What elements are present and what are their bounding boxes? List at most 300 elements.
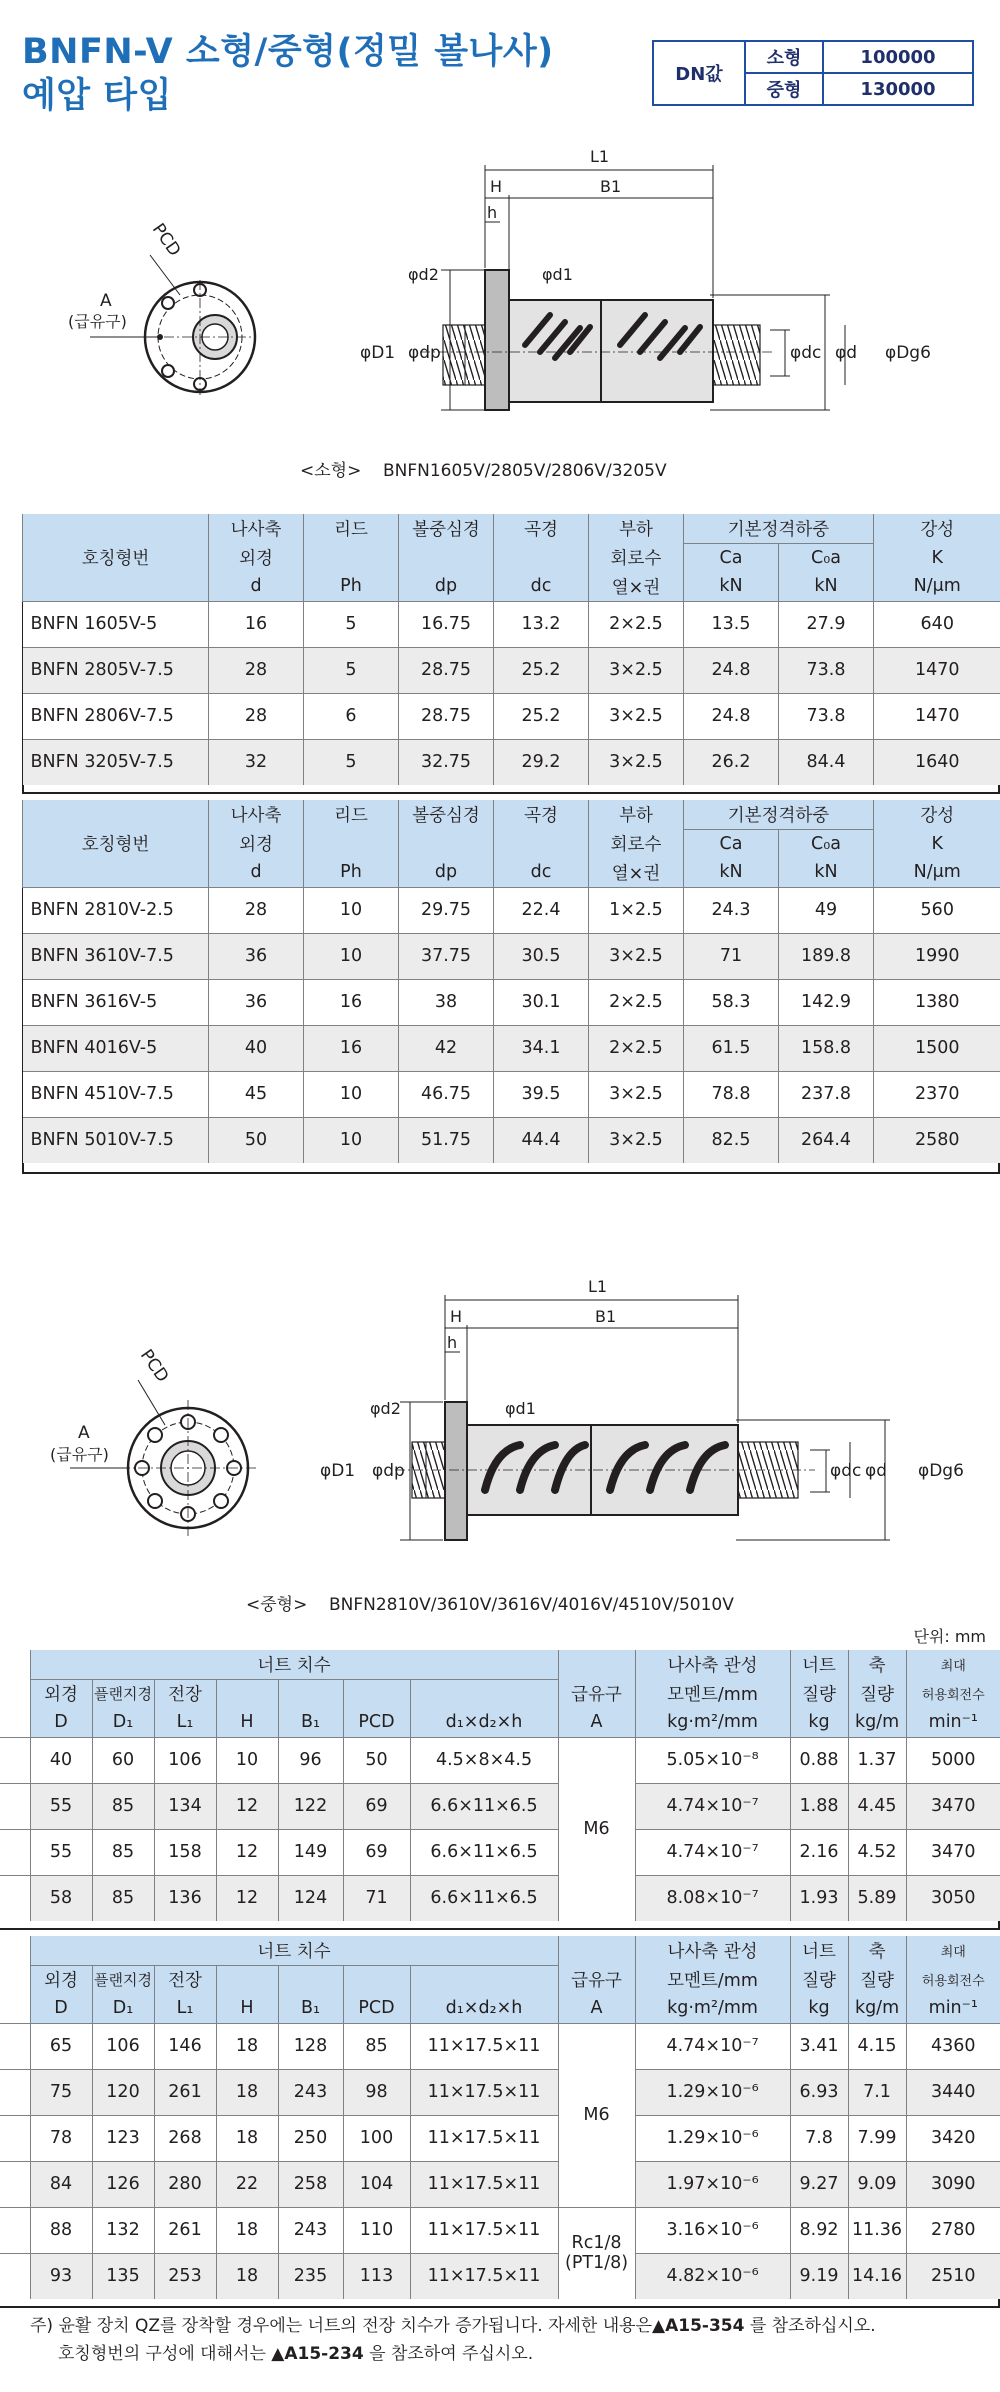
cell-dp: 42	[399, 1025, 494, 1071]
cell-h: 18	[216, 2253, 278, 2299]
cell-ph: 10	[304, 887, 399, 933]
cell-nut: 0.88	[790, 1737, 848, 1783]
col-rigidity-2: K	[874, 543, 1000, 572]
small-caption-prefix: <소형>	[300, 461, 362, 481]
a-label: A	[100, 291, 112, 311]
cell-d1: 85	[92, 1829, 154, 1875]
table-row	[23, 887, 1000, 933]
row-gutter	[0, 1783, 30, 1829]
cell-speed: 2510	[906, 2253, 1000, 2299]
cell-nut: 6.93	[790, 2069, 848, 2115]
row-gutter	[0, 2161, 30, 2207]
cell-holes: 4.5×8×4.5	[410, 1737, 558, 1783]
cell-inertia: 1.29×10⁻⁶	[635, 2115, 790, 2161]
cell-model: BNFN 2810V-2.5	[23, 887, 209, 933]
cell-circ: 3×2.5	[589, 933, 684, 979]
col-nut-mass-2: 질량	[790, 1679, 848, 1708]
cell-l1: 253	[154, 2253, 216, 2299]
col-nut-dims: 너트 치수	[30, 1650, 558, 1679]
cell-d: 88	[30, 2207, 92, 2253]
cell-ph: 5	[304, 739, 399, 785]
cell-speed: 3050	[906, 1875, 1000, 1921]
col-b1: B₁	[278, 1994, 343, 2023]
cell-k: 1640	[874, 739, 1000, 785]
dim-table-1	[0, 1650, 1000, 1921]
cell-b1: 250	[278, 2115, 343, 2161]
cell-h: 12	[216, 1829, 278, 1875]
cell-dp: 28.75	[399, 693, 494, 739]
cell-inertia: 4.74×10⁻⁷	[635, 1829, 790, 1875]
col-inertia-1: 나사축 관성	[635, 1650, 790, 1679]
col-flange-sym: D₁	[92, 1708, 154, 1737]
cell-l1: 134	[154, 1783, 216, 1829]
col-rigidity-3: N/μm	[874, 858, 1000, 887]
side-view	[420, 270, 775, 410]
cell-d1: 135	[92, 2253, 154, 2299]
col-od: 외경	[30, 1965, 92, 1994]
cell-d: 28	[209, 887, 304, 933]
cell-nut: 9.19	[790, 2253, 848, 2299]
cell-dc: 29.2	[494, 739, 589, 785]
cell-shaft: 1.37	[848, 1737, 906, 1783]
cell-ca: 61.5	[684, 1025, 779, 1071]
col-ca-2: kN	[684, 572, 779, 601]
col-circ-3: 열×권	[589, 572, 684, 601]
col-shaft-mass-3: kg/m	[848, 1708, 906, 1737]
col-holes: d₁×d₂×h	[410, 1994, 558, 2023]
cell-b1: 235	[278, 2253, 343, 2299]
cell-dp: 38	[399, 979, 494, 1025]
col-shaft-mass-2: 질량	[848, 1965, 906, 1994]
cell-pcd: 98	[343, 2069, 410, 2115]
col-od-sym: D	[30, 1708, 92, 1737]
cell-d1: 123	[92, 2115, 154, 2161]
cell-d: 45	[209, 1071, 304, 1117]
cell-dc: 22.4	[494, 887, 589, 933]
cell-coa: 49	[779, 887, 874, 933]
cell-holes: 11×17.5×11	[410, 2161, 558, 2207]
col-speed-2: 허용회전수	[906, 1679, 1000, 1708]
cell-model: BNFN 3610V-7.5	[23, 933, 209, 979]
col-length-sym: L₁	[154, 1994, 216, 2023]
cell-coa: 237.8	[779, 1071, 874, 1117]
dp-label: φdp	[408, 343, 441, 363]
cell-model: BNFN 3205V-7.5	[23, 739, 209, 785]
cell-ph: 16	[304, 1025, 399, 1071]
cell-shaft: 7.99	[848, 2115, 906, 2161]
h-label: H	[490, 177, 503, 196]
medium-type-drawing	[0, 1270, 1000, 1590]
cell-pcd: 104	[343, 2161, 410, 2207]
d1-label: φd1	[542, 265, 573, 284]
col-od-sym: D	[30, 1994, 92, 2023]
cell-shaft: 5.89	[848, 1875, 906, 1921]
cell-shaft: 4.45	[848, 1783, 906, 1829]
cell-k: 2580	[874, 1117, 1000, 1163]
cell-b1: 149	[278, 1829, 343, 1875]
cell-b1: 258	[278, 2161, 343, 2207]
cell-holes: 11×17.5×11	[410, 2069, 558, 2115]
cell-ca: 58.3	[684, 979, 779, 1025]
cell-d: 93	[30, 2253, 92, 2299]
table-row	[23, 1071, 1000, 1117]
footnote-ref-2[interactable]: ▲A15-234	[271, 2344, 364, 2364]
cell-d: 75	[30, 2069, 92, 2115]
cell-circ: 3×2.5	[589, 647, 684, 693]
dim-table-2	[0, 1936, 1000, 2299]
col-od-3: d	[209, 572, 304, 601]
row-gutter	[0, 1875, 30, 1921]
cell-speed: 5000	[906, 1737, 1000, 1783]
table-row	[0, 2069, 1000, 2115]
title-line-2: 예압 타입	[22, 76, 172, 116]
dg6-label: φDg6	[885, 343, 931, 363]
cell-oil-port	[558, 2023, 635, 2207]
cell-ca: 82.5	[684, 1117, 779, 1163]
col-circ-3: 열×권	[589, 858, 684, 887]
cell-dc: 30.1	[494, 979, 589, 1025]
col-shaft-mass-1: 축	[848, 1650, 906, 1679]
col-pcd: PCD	[343, 1708, 410, 1737]
cell-h: 12	[216, 1875, 278, 1921]
col-h: H	[216, 1994, 278, 2023]
table-row	[23, 601, 1000, 647]
cell-shaft: 14.16	[848, 2253, 906, 2299]
cell-k: 1990	[874, 933, 1000, 979]
cell-pcd: 71	[343, 1875, 410, 1921]
cell-k: 560	[874, 887, 1000, 933]
table-row	[0, 2115, 1000, 2161]
cell-d: 16	[209, 601, 304, 647]
cell-pcd: 69	[343, 1829, 410, 1875]
cell-d: 40	[209, 1025, 304, 1071]
col-rigidity-1: 강성	[874, 800, 1000, 829]
cell-nut: 3.41	[790, 2023, 848, 2069]
col-coa-1: C₀a	[779, 543, 874, 572]
cell-inertia: 4.74×10⁻⁷	[635, 1783, 790, 1829]
cell-d: 65	[30, 2023, 92, 2069]
dn-value-table	[652, 40, 974, 106]
D1-label: φD1	[360, 343, 396, 363]
col-nut-dims: 너트 치수	[30, 1936, 558, 1965]
cell-coa: 84.4	[779, 739, 874, 785]
col-coa-2: kN	[779, 858, 874, 887]
cell-d1: 132	[92, 2207, 154, 2253]
table-row	[0, 2207, 1000, 2253]
col-od-2: 외경	[209, 543, 304, 572]
cell-ph: 5	[304, 601, 399, 647]
cell-k: 640	[874, 601, 1000, 647]
cell-d1: 120	[92, 2069, 154, 2115]
cell-d: 84	[30, 2161, 92, 2207]
col-model: 호칭형번	[23, 514, 209, 601]
medium-caption-prefix: <중형>	[246, 1595, 308, 1615]
cell-h: 18	[216, 2115, 278, 2161]
col-pcd: PCD	[343, 1994, 410, 2023]
side-view-medium	[395, 1402, 815, 1540]
h-small-label-medium: h	[447, 1333, 458, 1352]
cell-ca: 78.8	[684, 1071, 779, 1117]
cell-speed: 4360	[906, 2023, 1000, 2069]
cell-dp: 29.75	[399, 887, 494, 933]
cell-circ: 3×2.5	[589, 693, 684, 739]
col-od-3: d	[209, 858, 304, 887]
col-od-1: 나사축	[209, 514, 304, 543]
col-dc-1: 곡경	[494, 800, 589, 829]
cell-b1: 122	[278, 1783, 343, 1829]
cell-d: 55	[30, 1829, 92, 1875]
cell-dp: 28.75	[399, 647, 494, 693]
unit-label: 단위: mm	[913, 1627, 986, 1646]
h-small-label: h	[487, 203, 498, 222]
col-shaft-mass-2: 질량	[848, 1679, 906, 1708]
col-inertia-3: kg·m²/mm	[635, 1994, 790, 2023]
cell-d1: 60	[92, 1737, 154, 1783]
cell-nut: 1.88	[790, 1783, 848, 1829]
cell-h: 22	[216, 2161, 278, 2207]
medium-caption-models: BNFN2810V/3610V/3616V/4016V/4510V/5010V	[328, 1595, 734, 1615]
cell-dc: 30.5	[494, 933, 589, 979]
col-speed-3: min⁻¹	[906, 1994, 1000, 2023]
dn-label: DN값	[653, 41, 745, 105]
table-row	[0, 1783, 1000, 1829]
footnote-text-2b: 을 참조하여 주십시오.	[369, 2344, 534, 2364]
small-caption-models: BNFN1605V/2805V/2806V/3205V	[382, 461, 667, 481]
cell-ph: 16	[304, 979, 399, 1025]
d1-label-medium: φd1	[505, 1399, 536, 1418]
cell-ca: 26.2	[684, 739, 779, 785]
table-row	[0, 2023, 1000, 2069]
cell-ph: 10	[304, 1071, 399, 1117]
col-oil: 급유구	[558, 1679, 635, 1708]
cell-l1: 280	[154, 2161, 216, 2207]
table-row	[0, 1829, 1000, 1875]
cell-k: 1470	[874, 693, 1000, 739]
col-shaft-mass-1: 축	[848, 1936, 906, 1965]
cell-ph: 6	[304, 693, 399, 739]
col-shaft-mass-3: kg/m	[848, 1994, 906, 2023]
col-lead-1: 리드	[304, 514, 399, 543]
small-type-drawing	[0, 140, 1000, 460]
cell-holes: 11×17.5×11	[410, 2115, 558, 2161]
cell-l1: 261	[154, 2069, 216, 2115]
pcd-label-medium: PCD	[135, 1345, 173, 1387]
col-dc-3: dc	[494, 572, 589, 601]
cell-circ: 1×2.5	[589, 887, 684, 933]
col-oil: 급유구	[558, 1965, 635, 1994]
col-circ-1: 부하	[589, 514, 684, 543]
cell-d: 36	[209, 933, 304, 979]
cell-circ: 3×2.5	[589, 1071, 684, 1117]
cell-oil-port	[558, 1737, 635, 1921]
col-rigidity-1: 강성	[874, 514, 1000, 543]
col-dp-3: dp	[399, 858, 494, 887]
D1-label-medium: φD1	[320, 1461, 356, 1481]
cell-d: 36	[209, 979, 304, 1025]
oil-port-text: (PT1/8)	[565, 2253, 629, 2274]
col-length: 전장	[154, 1679, 216, 1708]
cell-holes: 11×17.5×11	[410, 2207, 558, 2253]
cell-coa: 189.8	[779, 933, 874, 979]
table-row	[0, 2253, 1000, 2299]
cell-speed: 3090	[906, 2161, 1000, 2207]
cell-h: 18	[216, 2023, 278, 2069]
cell-shaft: 9.09	[848, 2161, 906, 2207]
cell-d1: 106	[92, 2023, 154, 2069]
cell-dp: 32.75	[399, 739, 494, 785]
cell-pcd: 110	[343, 2207, 410, 2253]
cell-h: 18	[216, 2069, 278, 2115]
col-length-sym: L₁	[154, 1708, 216, 1737]
d-label: φd	[835, 343, 858, 363]
col-flange-sym: D₁	[92, 1994, 154, 2023]
row-gutter	[0, 2115, 30, 2161]
cell-pcd: 85	[343, 2023, 410, 2069]
medium-caption	[246, 1590, 734, 1615]
cell-circ: 2×2.5	[589, 601, 684, 647]
cell-pcd: 50	[343, 1737, 410, 1783]
cell-shaft: 4.52	[848, 1829, 906, 1875]
cell-d: 58	[30, 1875, 92, 1921]
cell-model: BNFN 1605V-5	[23, 601, 209, 647]
cell-k: 1380	[874, 979, 1000, 1025]
cell-model: BNFN 5010V-7.5	[23, 1117, 209, 1163]
col-length: 전장	[154, 1965, 216, 1994]
cell-l1: 146	[154, 2023, 216, 2069]
col-ca-2: kN	[684, 858, 779, 887]
row-gutter	[0, 2253, 30, 2299]
cell-l1: 136	[154, 1875, 216, 1921]
cell-nut: 8.92	[790, 2207, 848, 2253]
cell-holes: 11×17.5×11	[410, 2023, 558, 2069]
b1-label: B1	[600, 177, 622, 196]
cell-model: BNFN 2805V-7.5	[23, 647, 209, 693]
oil-label: (급유구)	[68, 312, 127, 331]
col-model: 호칭형번	[23, 800, 209, 887]
cell-speed: 3470	[906, 1829, 1000, 1875]
small-caption	[300, 456, 667, 481]
col-circ-1: 부하	[589, 800, 684, 829]
cell-b1: 128	[278, 2023, 343, 2069]
cell-holes: 6.6×11×6.5	[410, 1783, 558, 1829]
cell-b1: 243	[278, 2207, 343, 2253]
col-coa-2: kN	[779, 572, 874, 601]
dn-type-medium: 중형	[745, 73, 823, 105]
cell-model: BNFN 3616V-5	[23, 979, 209, 1025]
cell-d: 28	[209, 693, 304, 739]
cell-holes: 11×17.5×11	[410, 2253, 558, 2299]
col-flange: 플랜지경	[92, 1679, 154, 1708]
oil-port-text: M6	[583, 2105, 610, 2125]
table-row	[0, 1875, 1000, 1921]
cell-k: 1470	[874, 647, 1000, 693]
dg6-label-medium: φDg6	[918, 1461, 964, 1481]
table-row	[0, 1737, 1000, 1783]
table-row	[23, 1117, 1000, 1163]
footnote-text-2: 호칭형번의 구성에 대해서는	[58, 2344, 266, 2364]
cell-b1: 124	[278, 1875, 343, 1921]
dp-label-medium: φdp	[372, 1461, 405, 1481]
table-row	[23, 933, 1000, 979]
cell-b1: 96	[278, 1737, 343, 1783]
cell-ca: 24.3	[684, 887, 779, 933]
h-label-medium: H	[450, 1307, 463, 1326]
cell-d1: 126	[92, 2161, 154, 2207]
dc-label-medium: φdc	[830, 1461, 862, 1481]
col-inertia-1: 나사축 관성	[635, 1936, 790, 1965]
cell-coa: 142.9	[779, 979, 874, 1025]
cell-pcd: 69	[343, 1783, 410, 1829]
cell-shaft: 11.36	[848, 2207, 906, 2253]
cell-circ: 3×2.5	[589, 739, 684, 785]
col-dp-3: dp	[399, 572, 494, 601]
col-od: 외경	[30, 1679, 92, 1708]
cell-dc: 44.4	[494, 1117, 589, 1163]
footnote	[30, 2312, 876, 2368]
dn-type-small: 소형	[745, 41, 823, 73]
col-oil-sym: A	[558, 1994, 635, 2023]
cell-dp: 37.75	[399, 933, 494, 979]
cell-ca: 24.8	[684, 693, 779, 739]
row-gutter	[0, 1829, 30, 1875]
cell-dc: 25.2	[494, 647, 589, 693]
cell-d: 28	[209, 647, 304, 693]
cell-inertia: 4.74×10⁻⁷	[635, 2023, 790, 2069]
col-rigidity-3: N/μm	[874, 572, 1000, 601]
col-od-2: 외경	[209, 829, 304, 858]
footnote-ref-1[interactable]: ▲A15-354	[652, 2316, 745, 2336]
title-line-1: BNFN-V 소형/중형(정밀 볼나사)	[22, 32, 554, 72]
cell-speed: 2780	[906, 2207, 1000, 2253]
col-speed-2: 허용회전수	[906, 1965, 1000, 1994]
cell-d1: 85	[92, 1875, 154, 1921]
cell-circ: 2×2.5	[589, 979, 684, 1025]
d2-label: φd2	[408, 265, 439, 284]
cell-d: 55	[30, 1783, 92, 1829]
col-dc-1: 곡경	[494, 514, 589, 543]
col-nut-mass-2: 질량	[790, 1965, 848, 1994]
cell-k: 1500	[874, 1025, 1000, 1071]
a-label-medium: A	[78, 1423, 90, 1443]
cell-coa: 158.8	[779, 1025, 874, 1071]
col-od-1: 나사축	[209, 800, 304, 829]
cell-oil-port	[558, 2207, 635, 2299]
cell-speed: 3470	[906, 1783, 1000, 1829]
table-row	[23, 693, 1000, 739]
cell-h: 10	[216, 1737, 278, 1783]
footnote-line-2	[30, 2340, 876, 2368]
cell-coa: 264.4	[779, 1117, 874, 1163]
dn-value-small: 100000	[823, 41, 973, 73]
cell-dp: 16.75	[399, 601, 494, 647]
col-speed-3: min⁻¹	[906, 1708, 1000, 1737]
cell-d1: 85	[92, 1783, 154, 1829]
cell-speed: 3420	[906, 2115, 1000, 2161]
cell-ph: 10	[304, 933, 399, 979]
dc-label: φdc	[790, 343, 822, 363]
cell-coa: 73.8	[779, 647, 874, 693]
cell-nut: 9.27	[790, 2161, 848, 2207]
cell-h: 18	[216, 2207, 278, 2253]
cell-l1: 106	[154, 1737, 216, 1783]
col-nut-mass-3: kg	[790, 1708, 848, 1737]
col-lead-1: 리드	[304, 800, 399, 829]
cell-inertia: 4.82×10⁻⁶	[635, 2253, 790, 2299]
cell-d: 78	[30, 2115, 92, 2161]
cell-ph: 10	[304, 1117, 399, 1163]
cell-model: BNFN 4016V-5	[23, 1025, 209, 1071]
l1-label: L1	[590, 147, 610, 166]
